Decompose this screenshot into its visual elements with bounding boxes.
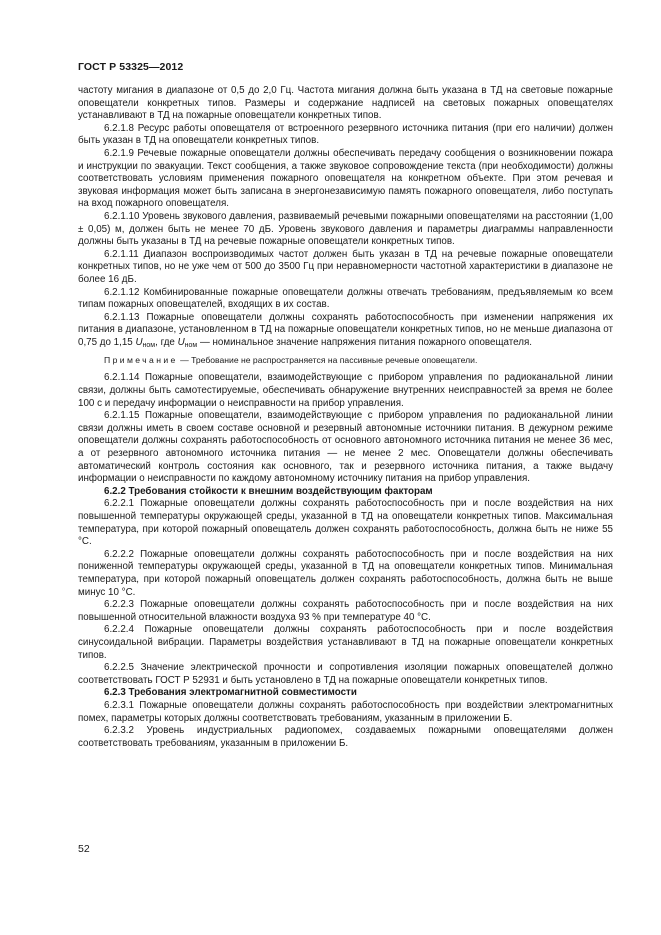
section-heading-6-2-3: 6.2.3 Требования электромагнитной совместимости	[104, 687, 357, 699]
voltage-subscript: ном	[184, 341, 198, 349]
paragraph-6-2-1-9: 6.2.1.9 Речевые пожарные оповещатели должны обеспечивать передачу сообщения о возникновении пожара и инструкции по эвакуации. Текст сообщения, а также звуковое сопровождение текста (при необходимости) должны соответствовать условиям применения пожарного оповещателя на конкретном объекте. При этом речевая и звуковая информация может быть записана в энергонезависимую память пожарного оповещателя, либо поступать на вход пожарного оповещателя.	[78, 147, 613, 210]
document-header: ГОСТ Р 53325—2012	[78, 61, 184, 73]
paragraph-6-2-1-15: 6.2.1.15 Пожарные оповещатели, взаимодействующие с прибором управления по радиоканальной линии связи должны иметь в своем составе основной и резервный автономные источники питания. В дежурном режиме оповещатели должны сохранять работоспособность от основного автономного источника питания не менее 36 мес, а от резервного автономного источника питания — не менее 2 мес. Оповещатели должны обеспечивать автоматический контроль состояния как основного, так и резервного источника питания, а также выдачу информации о неисправности по каждому автономному источнику питания на прибор управления.	[78, 410, 613, 485]
note	[78, 354, 613, 366]
section-heading-6-2-2: 6.2.2 Требования стойкости к внешним воздействующим факторам	[104, 485, 433, 497]
paragraph-6-2-1-14: 6.2.1.14 Пожарные оповещатели, взаимодействующие с прибором управления по радиоканальной линии связи, должны быть самотестируемые, обеспечивать обнаружение внутренних неисправностей за время не более 100 с и передачу информации о неисправности на прибор управления.	[78, 372, 613, 409]
paragraph-6-2-2-1: 6.2.2.1 Пожарные оповещатели должны сохранять работоспособность при и после воздействия на них повышенной температуры окружающей среды, указанной в ТД на оповещатели конкретных типов. Максимальная температура, при которой пожарный оповещатель должен сохранять работоспособность, должна быть не ниже 55 °С.	[78, 498, 613, 548]
document-body	[78, 85, 613, 750]
voltage-symbol: U	[135, 336, 143, 348]
paragraph-6-2-2-5: 6.2.2.5 Значение электрической прочности и сопротивления изоляции пожарных оповещателей должно соответствовать ГОСТ Р 52931 и быть установлено в ТД на пожарные оповещатели конкретных типов.	[78, 662, 613, 686]
paragraph-6-2-3-1: 6.2.3.1 Пожарные оповещатели должны сохранять работоспособность при воздействии электромагнитных помех, параметры которых должны соответствовать требованиям, указанным в приложении Б.	[78, 699, 613, 724]
paragraph-6-2-1-8: 6.2.1.8 Ресурс работы оповещателя от встроенного резервного источника питания (при его наличии) должен быть указан в ТД на оповещатели конкретных типов.	[78, 122, 613, 147]
paragraph-6-2-3-2: 6.2.3.2 Уровень индустриальных радиопомех, создаваемых пожарными оповещателями должен соответствовать требованиям, указанным в приложении Б.	[78, 725, 613, 749]
paragraph-6-2-1-11: 6.2.1.11 Диапазон воспроизводимых частот должен быть указан в ТД на речевые пожарные оповещатели конкретных типов, но не уже чем от 500 до 3500 Гц при неравномерности частотной характеристики в диапазоне не более 16 дБ.	[78, 248, 613, 285]
paragraph-6-2-2-2: 6.2.2.2 Пожарные оповещатели должны сохранять работоспособность при и после воздействия на них пониженной температуры окружающей среды, указанной в ТД на оповещатели конкретных типов. Минимальная температура, при которой пожарный оповещатель должен сохранять работоспособность, должна быть не выше минус 10 °С.	[78, 548, 613, 598]
paragraph-6-2-2-4: 6.2.2.4 Пожарные оповещатели должны сохранять работоспособность при и после воздействия синусоидальной вибрации. Параметры воздействия устанавливают в ТД на пожарные оповещатели конкретных типов.	[78, 624, 613, 661]
voltage-symbol: U	[177, 336, 185, 348]
page-number: 52	[78, 843, 90, 855]
voltage-subscript: ном	[142, 341, 156, 349]
paragraph-6-2-1-10: 6.2.1.10 Уровень звукового давления, развиваемый речевыми пожарными оповещателями на расстоянии (1,00 ± 0,05) м, должен быть не менее 70 дБ. Уровень звукового давления и параметры диаграммы направленности должны быть указаны в ТД на речевые пожарные оповещатели конкретных типов.	[78, 210, 613, 248]
paragraph-6-2-2-3: 6.2.2.3 Пожарные оповещатели должны сохранять работоспособность при и после воздействия на них повышенной относительной влажности воздуха 93 % при температуре 40 °С.	[78, 599, 613, 623]
paragraph-text: 6.2.1.13 Пожарные оповещатели должны сохранять работоспособность при изменении напряжения их питания в диапазоне, установленном в ТД на пожарные оповещатели конкретных типов, но не меньше диапазона от 0,75 до 1,15	[78, 311, 613, 348]
paragraph-text: , где	[155, 336, 178, 348]
paragraph-text: — номинальное значение напряжения питания пожарного оповещателя.	[197, 336, 533, 348]
paragraph-6-2-1-12: 6.2.1.12 Комбинированные пожарные оповещатели должны отвечать требованиям, предъявляемым ко всем типам пожарных оповещателей, входящих в их состав.	[78, 286, 613, 311]
paragraph-continuation: частоту мигания в диапазоне от 0,5 до 2,0 Гц. Частота мигания должна быть указана в ТД на световые пожарные оповещатели конкретных типов. Размеры и содержание надписей на световых пожарных оповещателях устанавливают в ТД на пожарные оповещатели конкретных типов.	[78, 85, 613, 122]
note-text: — Требование не распространяется на пассивные речевые оповещатели.	[177, 355, 478, 366]
note-label: Примечание	[104, 355, 178, 366]
paragraph-6-2-1-13	[78, 312, 613, 350]
